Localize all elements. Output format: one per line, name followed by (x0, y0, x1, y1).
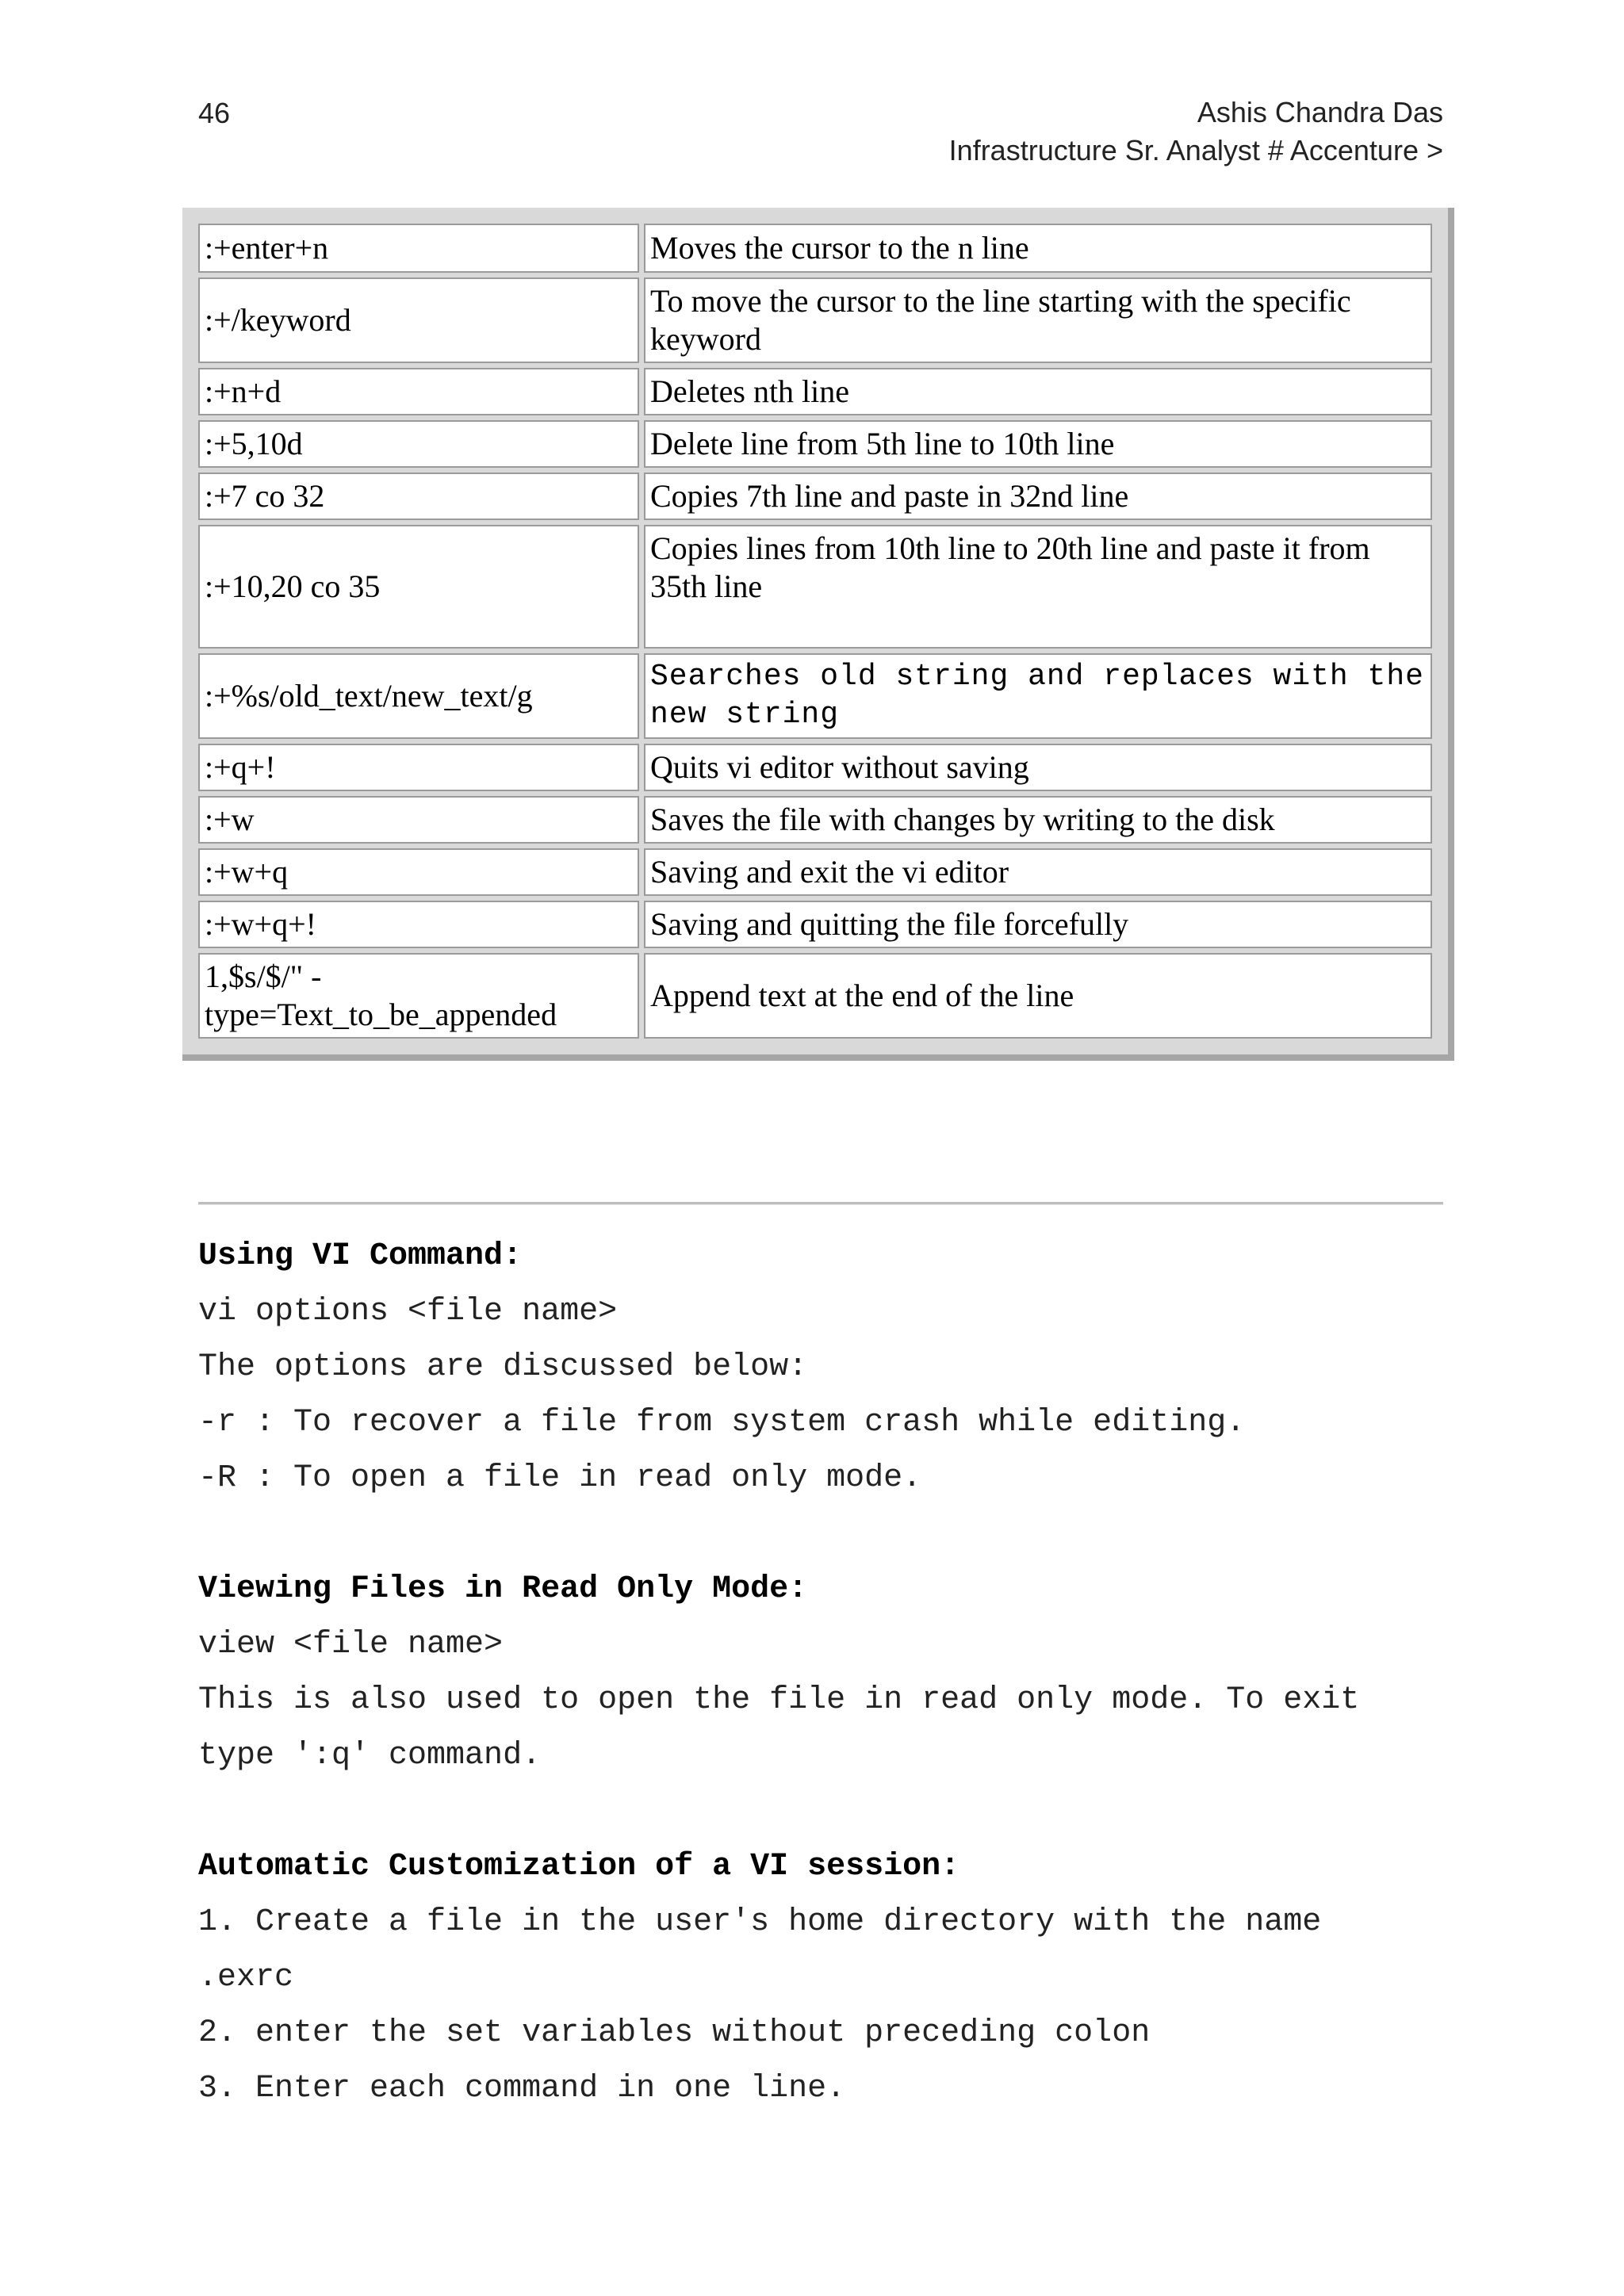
section-heading-read-only: Viewing Files in Read Only Mode: (198, 1571, 808, 1607)
command-cell: :+q+! (198, 744, 639, 791)
page-header (949, 94, 1443, 170)
table-row (198, 796, 1432, 844)
command-cell: :+w (198, 796, 639, 844)
command-cell: :+/keyword (198, 277, 639, 363)
command-cell: :+enter+n (198, 224, 639, 273)
section-heading-using-vi: Using VI Command: (198, 1238, 523, 1274)
command-cell: :+n+d (198, 368, 639, 415)
description-cell: Deletes nth line (644, 368, 1432, 415)
command-table (193, 219, 1437, 1043)
text-line: This is also used to open the file in read only mode. To exit (198, 1682, 1360, 1718)
text-line: 3. Enter each command in one line. (198, 2071, 846, 2107)
table-row (198, 224, 1432, 273)
text-line: -r : To recover a file from system crash while editing. (198, 1405, 1246, 1441)
spacer (198, 1506, 1467, 1562)
page-number: 46 (198, 97, 231, 129)
table-row (198, 653, 1432, 739)
table-row (198, 744, 1432, 791)
description-cell: Searches old string and replaces with the new string (644, 653, 1432, 739)
description-cell: Saves the file with changes by writing to the disk (644, 796, 1432, 844)
text-line: type ':q' command. (198, 1738, 542, 1774)
table-row (198, 420, 1432, 468)
table-row (198, 277, 1432, 363)
table-row (198, 368, 1432, 415)
command-table-frame (182, 208, 1454, 1061)
table-row (198, 525, 1432, 649)
text-line: -R : To open a file in read only mode. (198, 1460, 922, 1496)
description-cell: To move the cursor to the line starting with the specific keyword (644, 277, 1432, 363)
document-body (198, 1229, 1467, 2117)
text-line: view <file name> (198, 1627, 504, 1663)
text-line: 1. Create a file in the user's home directory with the name (198, 1904, 1322, 1940)
text-line: .exrc (198, 1960, 294, 1996)
text-line: The options are discussed below: (198, 1349, 808, 1385)
command-cell: :+w+q (198, 848, 639, 896)
text-line: vi options <file name> (198, 1294, 618, 1330)
table-row (198, 473, 1432, 520)
command-cell: 1,$s/$/" -type=Text_to_be_appended (198, 953, 639, 1039)
author-name: Ashis Chandra Das (1197, 96, 1443, 128)
command-cell: :+w+q+! (198, 901, 639, 948)
spacer (198, 1784, 1467, 1839)
command-cell: :+10,20 co 35 (198, 525, 639, 649)
command-cell: :+7 co 32 (198, 473, 639, 520)
author-role: Infrastructure Sr. Analyst # Accenture > (948, 134, 1443, 166)
description-cell: Delete line from 5th line to 10th line (644, 420, 1432, 468)
table-row (198, 953, 1432, 1039)
command-cell: :+5,10d (198, 420, 639, 468)
table-row (198, 901, 1432, 948)
section-heading-customization: Automatic Customization of a VI session: (198, 1849, 960, 1885)
section-divider (198, 1202, 1443, 1205)
command-cell: :+%s/old_text/new_text/g (198, 653, 639, 739)
description-cell: Copies lines from 10th line to 20th line and paste it from 35th line (644, 525, 1432, 649)
description-cell: Quits vi editor without saving (644, 744, 1432, 791)
description-cell: Saving and exit the vi editor (644, 848, 1432, 896)
text-line: 2. enter the set variables without preceding colon (198, 2015, 1151, 2051)
description-cell: Moves the cursor to the n line (644, 224, 1432, 273)
table-row (198, 848, 1432, 896)
description-cell: Append text at the end of the line (644, 953, 1432, 1039)
description-cell: Copies 7th line and paste in 32nd line (644, 473, 1432, 520)
description-cell: Saving and quitting the file forcefully (644, 901, 1432, 948)
